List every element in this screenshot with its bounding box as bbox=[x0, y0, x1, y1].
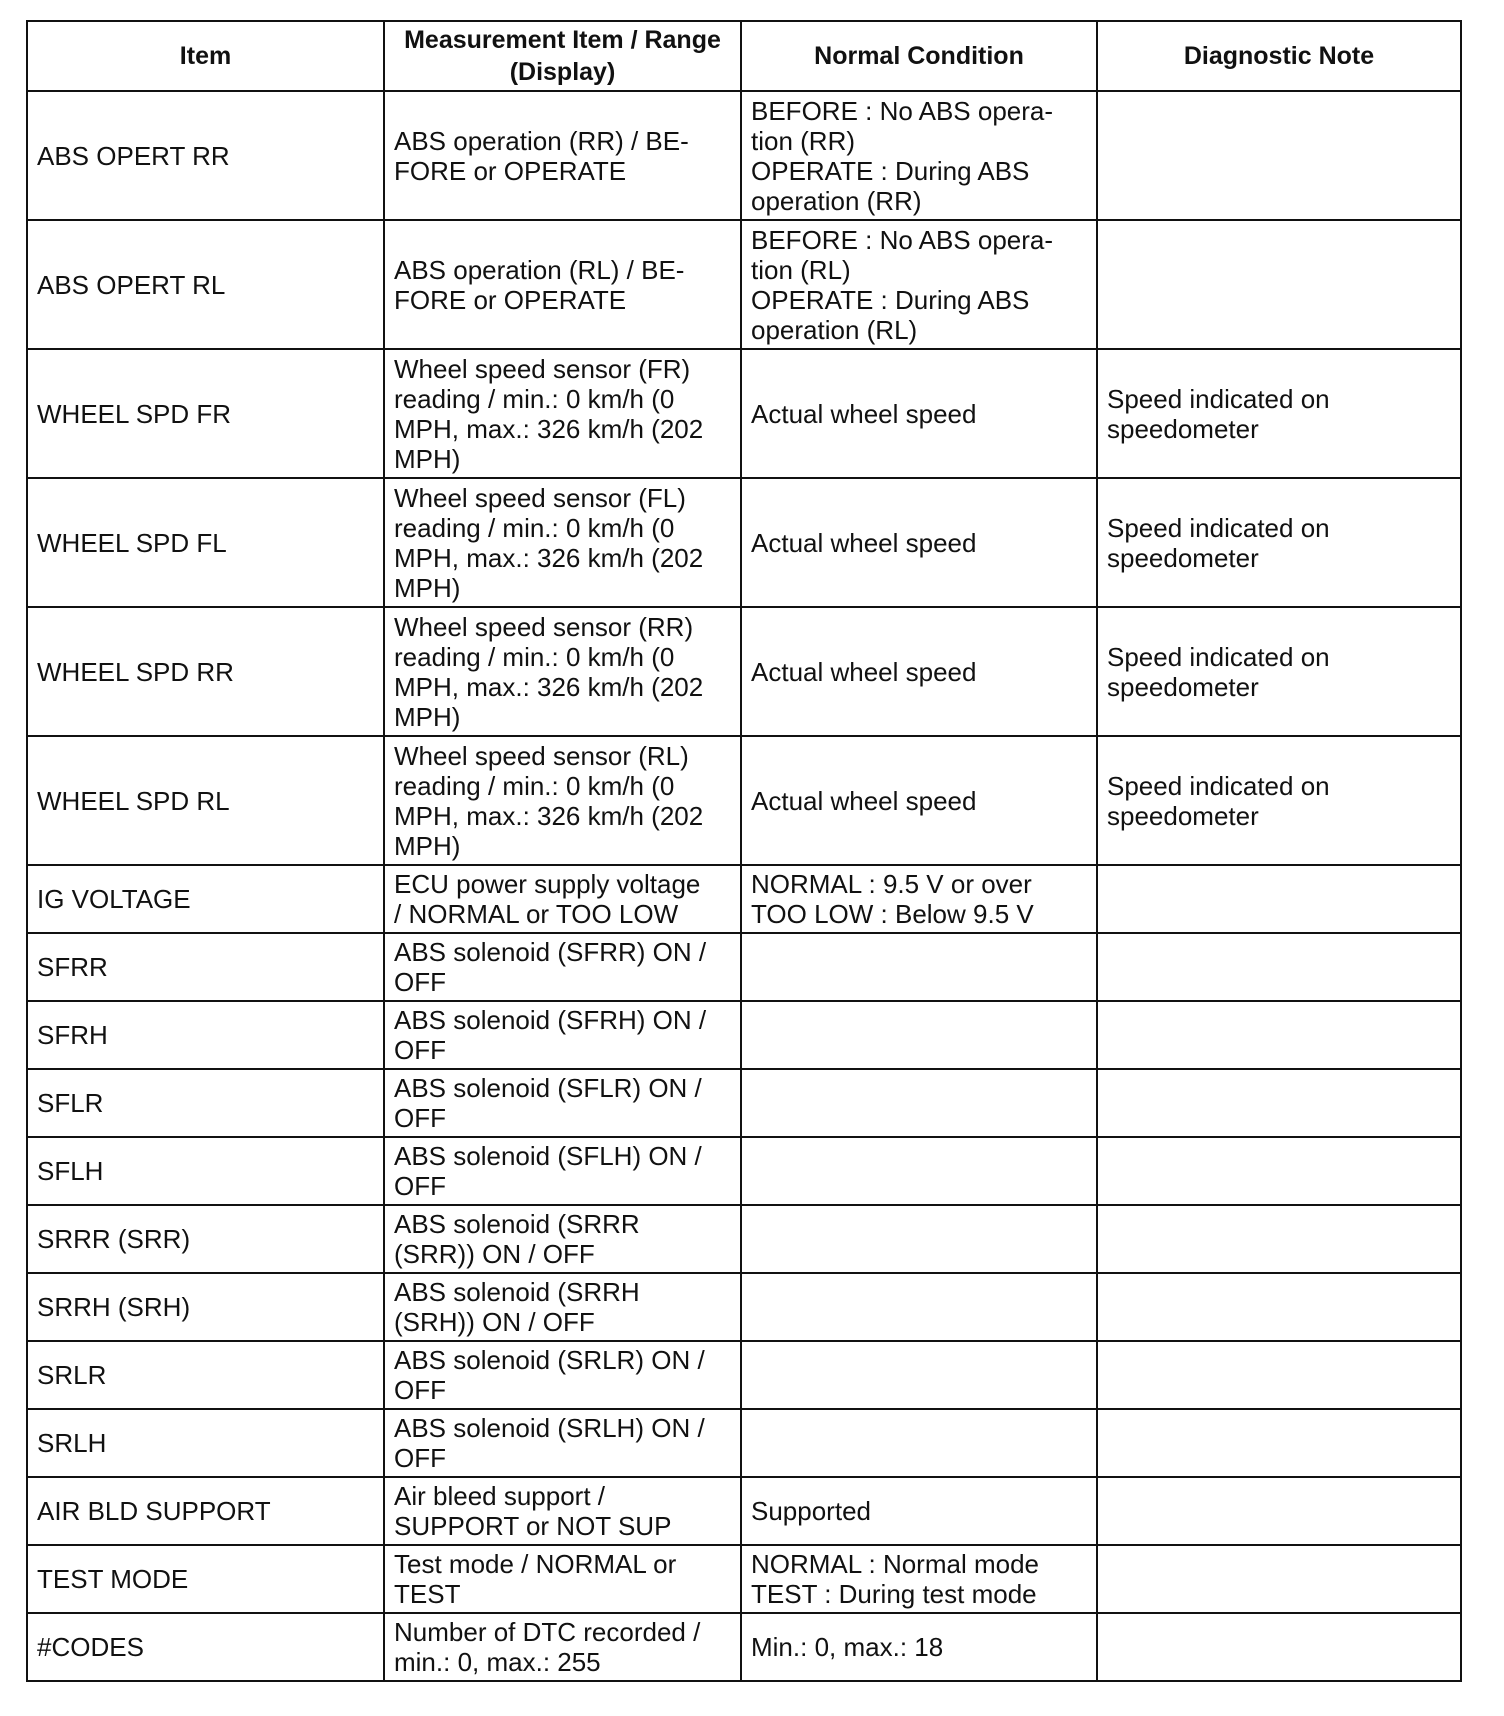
cell-condition: BEFORE : No ABS opera- tion (RR) OPERATE : During ABS operation (RR) bbox=[741, 91, 1097, 220]
cell-condition: Actual wheel speed bbox=[741, 736, 1097, 865]
header-item: Item bbox=[27, 21, 384, 91]
table-row bbox=[27, 933, 1461, 1001]
cell-measurement: ECU power supply voltage / NORMAL or TOO LOW bbox=[384, 865, 741, 933]
header-row bbox=[27, 21, 1461, 91]
table-row bbox=[27, 478, 1461, 607]
cell-measurement: ABS solenoid (SFLH) ON / OFF bbox=[384, 1137, 741, 1205]
cell-measurement: ABS solenoid (SRLH) ON / OFF bbox=[384, 1409, 741, 1477]
cell-item: SRRH (SRH) bbox=[27, 1273, 384, 1341]
cell-note bbox=[1097, 1069, 1461, 1137]
table-row bbox=[27, 91, 1461, 220]
cell-note: Speed indicated on speedometer bbox=[1097, 349, 1461, 478]
cell-measurement: Wheel speed sensor (FR) reading / min.: 0 km/h (0 MPH, max.: 326 km/h (202 MPH) bbox=[384, 349, 741, 478]
cell-note bbox=[1097, 1001, 1461, 1069]
cell-condition: NORMAL : Normal mode TEST : During test mode bbox=[741, 1545, 1097, 1613]
header-normal-condition: Normal Condition bbox=[741, 21, 1097, 91]
cell-measurement: ABS solenoid (SRRR (SRR)) ON / OFF bbox=[384, 1205, 741, 1273]
cell-measurement: ABS solenoid (SFRR) ON / OFF bbox=[384, 933, 741, 1001]
table-row bbox=[27, 1545, 1461, 1613]
table-row bbox=[27, 607, 1461, 736]
cell-measurement: ABS operation (RR) / BE- FORE or OPERATE bbox=[384, 91, 741, 220]
cell-note bbox=[1097, 1409, 1461, 1477]
data-list-table bbox=[26, 20, 1462, 1682]
cell-item: SFRR bbox=[27, 933, 384, 1001]
cell-measurement: Number of DTC recorded / min.: 0, max.: 255 bbox=[384, 1613, 741, 1681]
cell-item: SFLR bbox=[27, 1069, 384, 1137]
cell-item: WHEEL SPD FR bbox=[27, 349, 384, 478]
table-row bbox=[27, 865, 1461, 933]
table-row bbox=[27, 1477, 1461, 1545]
cell-item: #CODES bbox=[27, 1613, 384, 1681]
cell-item: IG VOLTAGE bbox=[27, 865, 384, 933]
cell-note bbox=[1097, 1205, 1461, 1273]
cell-condition bbox=[741, 1137, 1097, 1205]
table-row bbox=[27, 349, 1461, 478]
cell-measurement: ABS solenoid (SRLR) ON / OFF bbox=[384, 1341, 741, 1409]
cell-condition: Actual wheel speed bbox=[741, 607, 1097, 736]
table-row bbox=[27, 736, 1461, 865]
cell-condition bbox=[741, 1205, 1097, 1273]
header-diagnostic-note: Diagnostic Note bbox=[1097, 21, 1461, 91]
cell-measurement: ABS solenoid (SFLR) ON / OFF bbox=[384, 1069, 741, 1137]
cell-item: SRLH bbox=[27, 1409, 384, 1477]
cell-note bbox=[1097, 1341, 1461, 1409]
table-row bbox=[27, 1205, 1461, 1273]
cell-condition bbox=[741, 1409, 1097, 1477]
cell-item: AIR BLD SUPPORT bbox=[27, 1477, 384, 1545]
table-row bbox=[27, 1069, 1461, 1137]
header-measurement: Measurement Item / Range (Display) bbox=[384, 21, 741, 91]
cell-condition: Actual wheel speed bbox=[741, 478, 1097, 607]
cell-note bbox=[1097, 865, 1461, 933]
cell-note: Speed indicated on speedometer bbox=[1097, 478, 1461, 607]
cell-item: WHEEL SPD FL bbox=[27, 478, 384, 607]
table-row bbox=[27, 1341, 1461, 1409]
cell-measurement: Air bleed support / SUPPORT or NOT SUP bbox=[384, 1477, 741, 1545]
cell-note bbox=[1097, 1477, 1461, 1545]
cell-measurement: Wheel speed sensor (RL) reading / min.: 0 km/h (0 MPH, max.: 326 km/h (202 MPH) bbox=[384, 736, 741, 865]
cell-condition bbox=[741, 1069, 1097, 1137]
cell-condition: Actual wheel speed bbox=[741, 349, 1097, 478]
cell-condition: BEFORE : No ABS opera- tion (RL) OPERATE : During ABS operation (RL) bbox=[741, 220, 1097, 349]
cell-note bbox=[1097, 1273, 1461, 1341]
cell-note bbox=[1097, 933, 1461, 1001]
cell-item: SFRH bbox=[27, 1001, 384, 1069]
table-row bbox=[27, 220, 1461, 349]
cell-measurement: Wheel speed sensor (FL) reading / min.: 0 km/h (0 MPH, max.: 326 km/h (202 MPH) bbox=[384, 478, 741, 607]
table-row bbox=[27, 1613, 1461, 1681]
cell-note bbox=[1097, 220, 1461, 349]
cell-measurement: ABS operation (RL) / BE- FORE or OPERATE bbox=[384, 220, 741, 349]
cell-condition: Min.: 0, max.: 18 bbox=[741, 1613, 1097, 1681]
cell-condition bbox=[741, 1273, 1097, 1341]
cell-note: Speed indicated on speedometer bbox=[1097, 736, 1461, 865]
cell-item: TEST MODE bbox=[27, 1545, 384, 1613]
cell-measurement: ABS solenoid (SFRH) ON / OFF bbox=[384, 1001, 741, 1069]
cell-note bbox=[1097, 1613, 1461, 1681]
cell-note: Speed indicated on speedometer bbox=[1097, 607, 1461, 736]
cell-note bbox=[1097, 1137, 1461, 1205]
cell-item: WHEEL SPD RR bbox=[27, 607, 384, 736]
cell-condition bbox=[741, 1001, 1097, 1069]
cell-item: WHEEL SPD RL bbox=[27, 736, 384, 865]
cell-condition: Supported bbox=[741, 1477, 1097, 1545]
cell-item: ABS OPERT RL bbox=[27, 220, 384, 349]
table-row bbox=[27, 1273, 1461, 1341]
cell-condition bbox=[741, 1341, 1097, 1409]
table-row bbox=[27, 1409, 1461, 1477]
cell-measurement: Wheel speed sensor (RR) reading / min.: 0 km/h (0 MPH, max.: 326 km/h (202 MPH) bbox=[384, 607, 741, 736]
cell-measurement: Test mode / NORMAL or TEST bbox=[384, 1545, 741, 1613]
cell-note bbox=[1097, 1545, 1461, 1613]
cell-item: ABS OPERT RR bbox=[27, 91, 384, 220]
cell-item: SRLR bbox=[27, 1341, 384, 1409]
cell-note bbox=[1097, 91, 1461, 220]
cell-measurement: ABS solenoid (SRRH (SRH)) ON / OFF bbox=[384, 1273, 741, 1341]
cell-condition bbox=[741, 933, 1097, 1001]
table-row bbox=[27, 1137, 1461, 1205]
cell-item: SRRR (SRR) bbox=[27, 1205, 384, 1273]
table-row bbox=[27, 1001, 1461, 1069]
cell-condition: NORMAL : 9.5 V or over TOO LOW : Below 9.5 V bbox=[741, 865, 1097, 933]
cell-item: SFLH bbox=[27, 1137, 384, 1205]
